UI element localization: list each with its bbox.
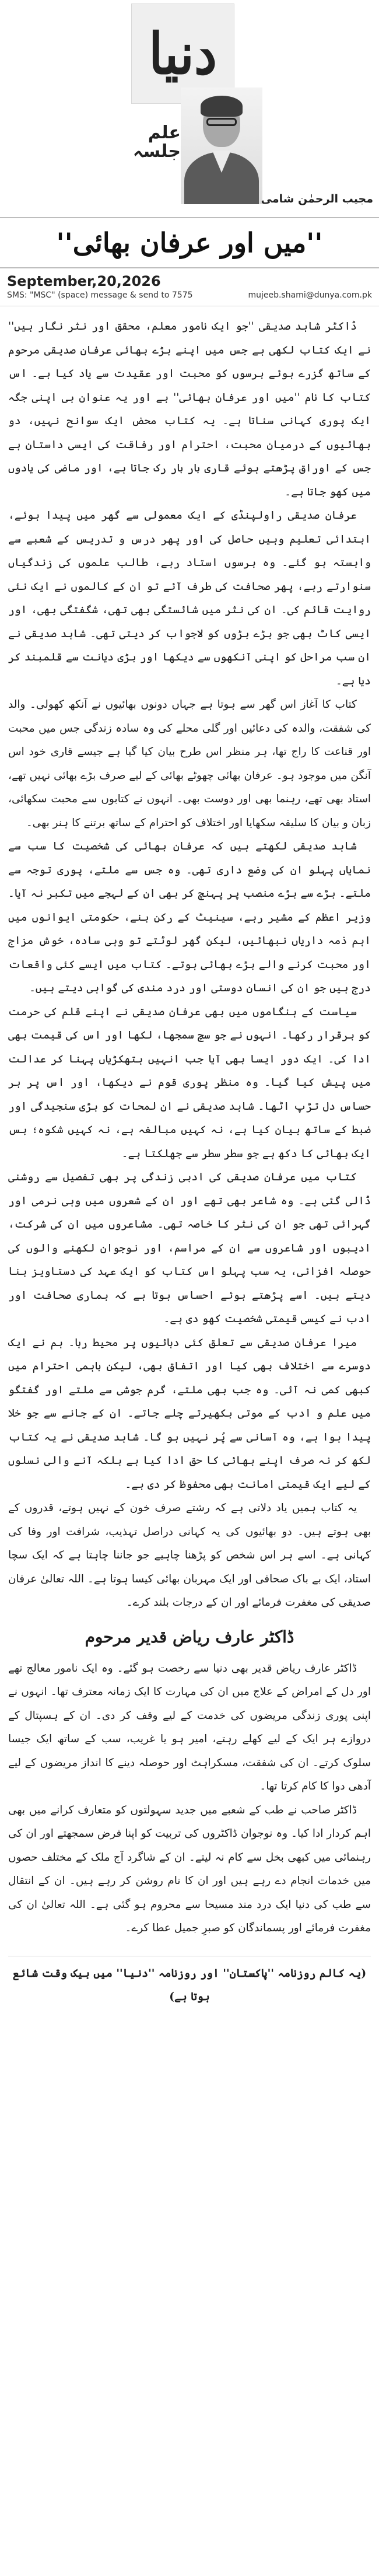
sms-instruction: SMS: "MSC" (space) message & send to 7575 (7, 291, 193, 300)
author-name: مجیب الرحمٰن شامی (261, 193, 373, 205)
article-paragraph: کتاب میں عرفان صدیقی کی ادبی زندگی پر بھی تفصیل سے روشنی ڈالی گئی ہے۔ وہ شاعر بھی تھے اور ان کے شعروں میں وہی نرمی اور گہرائی تھی جو ان کی نثر کا خاصہ تھی۔ مشاعروں میں ان کی شرکت، ادیبوں اور شاعروں سے ان کے مراسم، اور نوجوان لکھنے والوں کی حوصلہ افزائی، یہ سب پہلو اس کتاب کو ایک عہد کی دستاویز بنا دیتے ہیں۔ اسے پڑھتے ہوئے احساس ہوتا ہے کہ ہماری صحافت اور ادب نے کیسی قیمتی شخصیت کھو دی ہے۔ (8, 1171, 371, 1325)
article-paragraph: شاہد صدیقی لکھتے ہیں کہ عرفان بھائی کی شخصیت کا سب سے نمایاں پہلو ان کی وضع داری تھی۔ وہ جس سے ملتے، پوری توجہ سے ملتے۔ بڑے سے بڑے منصب پر پہنچ کر بھی ان کے لہجے میں تکبر نہ آیا۔ وزیر اعظم کے مشیر رہے، سینیٹ کے رکن بنے، حکومتی ایوانوں میں اہم ذمہ داریاں نبھائیں، لیکن گھر لوٹتے تو وہی سادہ، خوش مزاج اور محبت کرنے والے بڑے بھائی ہوتے۔ کتاب میں ایسے کئی واقعات درج ہیں جو ان کی انسان دوستی اور درد مندی کی گواہی دیتے ہیں۔ (8, 840, 371, 994)
article-body (8, 315, 371, 2009)
article-paragraph: میرا عرفان صدیقی سے تعلق کئی دہائیوں پر محیط رہا۔ ہم نے ایک دوسرے سے اختلاف بھی کیا اور اتفاق بھی، لیکن باہمی احترام میں کبھی کمی نہ آئی۔ وہ جب بھی ملتے، گرم جوشی سے ملتے اور گفتگو میں علم و ادب کے موتی بکھیرتے چلے جاتے۔ ان کے جانے سے جو خلا پیدا ہوا ہے، وہ آسانی سے پُر نہیں ہو گا۔ شاہد صدیقی نے یہ کتاب لکھ کر نہ صرف اپنے بھائی کا حق ادا کیا ہے بلکہ آنے والی نسلوں کے لیے ایک قیمتی امانت بھی محفوظ کر دی ہے۔ (8, 1336, 371, 1491)
article-paragraph: ڈاکٹر صاحب نے طب کے شعبے میں جدید سہولتوں کو متعارف کرانے میں بھی اہم کردار ادا کیا۔ وہ نوجوان ڈاکٹروں کی تربیت کو اپنا فرض سمجھتے اور ان کی رہنمائی میں کبھی بخل سے کام نہ لیتے۔ ان کے شاگرد آج ملک کے مختلف حصوں میں خدمات انجام دے رہے ہیں اور ان کا نام روشن کر رہے ہیں۔ ان کے انتقال سے طب کی دنیا ایک درد مند مسیحا سے محروم ہو گئی ہے۔ اللہ تعالیٰ ان کی مغفرت فرمائے اور پسماندگان کو صبرِ جمیل عطا کرے۔ (8, 1803, 371, 1934)
article-paragraph: یہ کتاب ہمیں یاد دلاتی ہے کہ رشتے صرف خون کے نہیں ہوتے، قدروں کے بھی ہوتے ہیں۔ دو بھائیوں کی یہ کہانی دراصل تہذیب، شرافت اور وفا کی کہانی ہے۔ اسے ہر اس شخص کو پڑھنا چاہیے جو جاننا چاہتا ہے کہ ایک سچا استاد، ایک بے باک صحافی اور ایک مہربان بھائی کیسا ہوتا ہے۔ اللہ تعالیٰ عرفان صدیقی کی مغفرت فرمائے اور ان کے درجات بلند کرے۔ (8, 1502, 371, 1609)
masthead (0, 0, 379, 210)
syndication-note: (یہ کالم روزنامہ ''پاکستان'' اور روزنامہ ''دنیا'' میں بیک وقت شائع ہوتا ہے) (8, 1956, 371, 2009)
author-photo (181, 88, 262, 204)
logo-text: دنیا (148, 20, 217, 88)
article-paragraph: ڈاکٹر عارف ریاض قدیر بھی دنیا سے رخصت ہو گئے۔ وہ ایک نامور معالج تھے اور دل کے امراض کے علاج میں ان کی مہارت کا ایک زمانہ معترف تھا۔ انہوں نے اپنی پوری زندگی مریضوں کی خدمت کے لیے وقف کر دی۔ ان کے ہسپتال کے دروازے ہر ایک کے لیے کھلے رہتے، امیر ہو یا غریب، سب کے ساتھ ایک جیسا سلوک کرتے۔ ان کی شفقت، مسکراہٹ اور حوصلہ دینے کا انداز مریضوں کے لیے آدھی دوا کا کام کرتا تھا۔ (8, 1662, 371, 1792)
article-paragraph: ڈاکٹر شاہد صدیقی ''جو ایک نامور معلم، محقق اور نثر نگار ہیں'' نے ایک کتاب لکھی ہے جس میں اپنے بڑے بھائی عرفان صدیقی مرحوم کے ساتھ گزرے ہوئے برسوں کو محبت اور عقیدت سے یاد کیا ہے۔ اس کتاب کا نام ''میں اور عرفان بھائی'' ہے اور یہ عنوان ہی اپنی جگہ ایک پوری کہانی سناتا ہے۔ یہ کتاب محض ایک سوانح نہیں، دو بھائیوں کے درمیان محبت، احترام اور رفاقت کی ایسی داستان ہے جس کے اوراق پڑھتے ہوئے قاری بار بار رک جاتا ہے، اور ماضی کی یادوں میں کھو جاتا ہے۔ (8, 320, 371, 498)
author-email[interactable]: mujeeb.shami@dunya.com.pk (248, 291, 372, 300)
author-photo-hair (201, 96, 243, 117)
column-tag-line-2: جلسہ (133, 141, 181, 162)
column-tag-line-1: علم (148, 123, 181, 143)
article-paragraph: سیاست کے ہنگاموں میں بھی عرفان صدیقی نے اپنے قلم کی حرمت کو برقرار رکھا۔ انہوں نے جو سچ سمجھا، لکھا اور اس کی قیمت بھی ادا کی۔ ایک دور ایسا بھی آیا جب انہیں ہتھکڑیاں پہنا کر عدالت میں پیش کیا گیا۔ وہ منظر پوری قوم نے دیکھا، اور اس پر ہر حساس دل تڑپ اٹھا۔ شاہد صدیقی نے ان لمحات کو بڑی سنجیدگی اور ضبط کے ساتھ بیان کیا ہے، نہ کہیں مبالغہ ہے، نہ کہیں شکوہ؛ بس ایک بھائی کا دکھ ہے جو سطر سطر سے جھلکتا ہے۔ (8, 1005, 371, 1160)
column-meta (0, 273, 379, 306)
article-paragraph: کتاب کا آغاز اس گھر سے ہوتا ہے جہاں دونوں بھائیوں نے آنکھ کھولی۔ والد کی شفقت، والدہ کی دعائیں اور گلی محلے کی وہ سادہ زندگی جس میں محبت اور قناعت کا راج تھا، ہر منظر اس طرح بیان کیا گیا ہے جیسے قاری خود اس آنگن میں موجود ہو۔ عرفان بھائی چھوٹے بھائی کے لیے صرف بڑے بھائی نہیں تھے، استاد بھی تھے، رہنما بھی اور دوست بھی۔ انہوں نے کتابوں سے محبت سکھائی، زبان و بیان کا سلیقہ سکھایا اور اختلاف کو احترام کے ساتھ برتنے کا ہنر بھی۔ (8, 698, 371, 829)
section-subheading: ڈاکٹر عارف ریاض قدیر مرحوم (85, 1627, 294, 1647)
article-paragraph: عرفان صدیقی راولپنڈی کے ایک معمولی سے گھر میں پیدا ہوئے، ابتدائی تعلیم وہیں حاصل کی اور پھر درس و تدریس کے شعبے سے وابستہ ہو گئے۔ وہ برسوں استاد رہے، طالب علموں کی زندگیاں سنوارتے رہے، پھر صحافت کی طرف آئے تو ان کے کالموں نے ایک نئی روایت قائم کی۔ ان کی نثر میں شائستگی بھی تھی، شگفتگی بھی، اور ایسی کاٹ بھی جو بڑے بڑوں کو لاجواب کر دیتی تھی۔ شاہد صدیقی نے ان سب مراحل کو اپنی آنکھوں سے دیکھا اور بڑی دیانت سے قلمبند کر دیا ہے۔ (8, 509, 371, 687)
headline-bar (0, 217, 379, 268)
author-photo-glasses (206, 118, 237, 126)
headline: ''میں اور عرفان بھائی'' (56, 227, 323, 258)
publish-date: September,20,2026 (7, 273, 161, 289)
column-tag (117, 124, 181, 160)
